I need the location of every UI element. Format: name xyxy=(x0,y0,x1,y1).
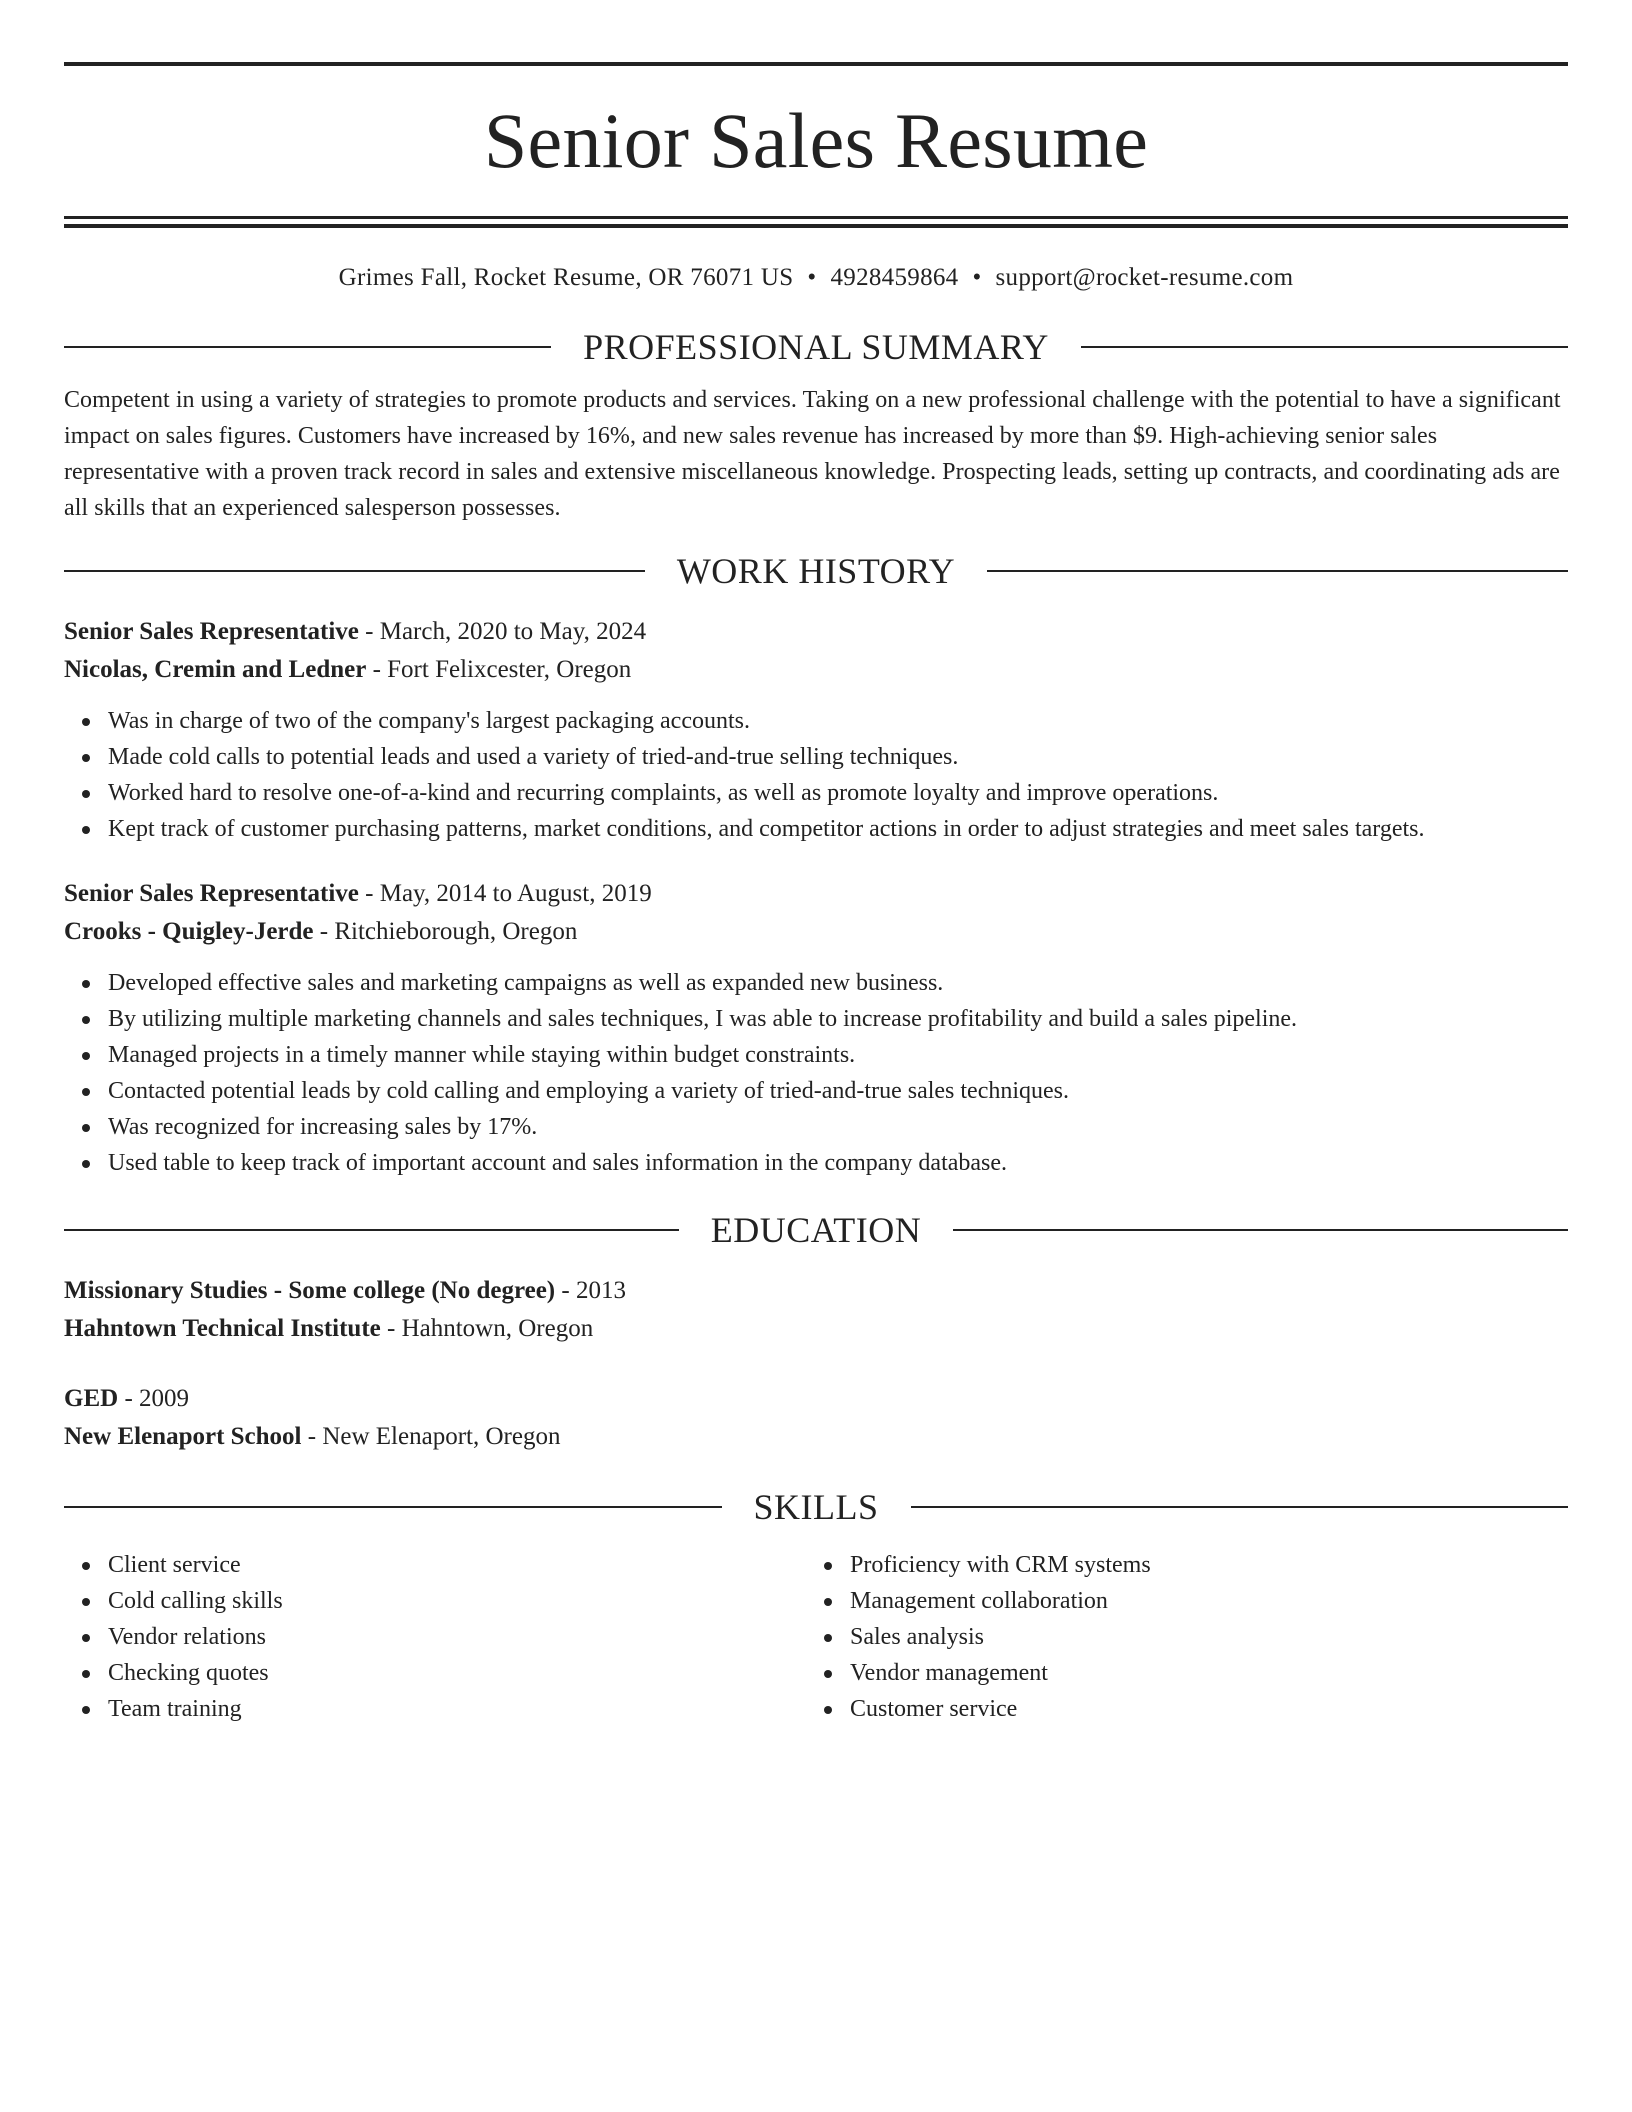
job-bullet: Developed effective sales and marketing campaigns as well as expanded new business. xyxy=(108,965,1568,1001)
skill-item: Proficiency with CRM systems xyxy=(850,1547,1548,1583)
heading-rule-left xyxy=(64,570,645,572)
job-bullets xyxy=(64,703,1568,847)
dash: - xyxy=(118,1385,140,1412)
skills-column-right xyxy=(806,1547,1548,1727)
job-title-line xyxy=(64,875,1568,913)
top-rule xyxy=(64,62,1568,66)
skill-item: Management collaboration xyxy=(850,1583,1548,1619)
section-title: EDUCATION xyxy=(710,1210,922,1250)
job-entry xyxy=(64,875,1568,1181)
section-heading-skills xyxy=(64,1485,1568,1529)
job-bullet: Kept track of customer purchasing patterns, market conditions, and competitor actions in order to adjust strategies and meet sales targets. xyxy=(108,811,1568,847)
school: New Elenaport School xyxy=(64,1423,302,1450)
section-heading-summary xyxy=(64,325,1568,369)
job-bullet: Was recognized for increasing sales by 17%. xyxy=(108,1109,1568,1145)
dash: - xyxy=(555,1277,576,1304)
heading-rule-left xyxy=(64,346,551,348)
job-bullets xyxy=(64,965,1568,1181)
heading-rule-right xyxy=(987,570,1568,572)
job-title: Senior Sales Representative xyxy=(64,618,359,645)
job-bullet: Was in charge of two of the company's largest packaging accounts. xyxy=(108,703,1568,739)
skill-item: Team training xyxy=(108,1691,806,1727)
section-title: WORK HISTORY xyxy=(676,551,956,591)
contact-line xyxy=(64,262,1568,294)
dash: - xyxy=(313,918,335,945)
school-location: Hahntown, Oregon xyxy=(401,1315,594,1342)
contact-address: Grimes Fall, Rocket Resume, OR 76071 US xyxy=(338,264,794,291)
job-location: Fort Felixcester, Oregon xyxy=(387,656,632,683)
resume-title: Senior Sales Resume xyxy=(483,97,1149,184)
skill-item: Cold calling skills xyxy=(108,1583,806,1619)
skill-item: Customer service xyxy=(850,1691,1548,1727)
dash: - xyxy=(358,880,380,907)
job-company-line xyxy=(64,651,1568,689)
degree-line xyxy=(64,1380,1568,1418)
skill-item: Vendor relations xyxy=(108,1619,806,1655)
degree-year: 2013 xyxy=(575,1277,626,1304)
degree-year: 2009 xyxy=(139,1385,190,1412)
contact-separator: • xyxy=(972,264,982,291)
job-title: Senior Sales Representative xyxy=(64,880,359,907)
school-line xyxy=(64,1310,1568,1348)
dash: - xyxy=(301,1423,323,1450)
contact-email[interactable]: support@rocket-resume.com xyxy=(995,264,1294,291)
degree: Missionary Studies - Some college (No degree) xyxy=(64,1277,556,1304)
education-entry xyxy=(64,1380,1568,1456)
job-bullet: Managed projects in a timely manner while staying within budget constraints. xyxy=(108,1037,1568,1073)
job-company-line xyxy=(64,913,1568,951)
job-dates: May, 2014 to August, 2019 xyxy=(379,880,652,907)
job-title-line xyxy=(64,613,1568,651)
section-heading-education xyxy=(64,1208,1568,1252)
skill-item: Checking quotes xyxy=(108,1655,806,1691)
job-bullet: Worked hard to resolve one-of-a-kind and recurring complaints, as well as promote loyalty and improve operations. xyxy=(108,775,1568,811)
heading-rule-right xyxy=(953,1229,1568,1231)
heading-rule-left xyxy=(64,1506,722,1508)
heading-rule-right xyxy=(1081,346,1568,348)
job-bullet: Used table to keep track of important account and sales information in the company database. xyxy=(108,1145,1568,1181)
dash: - xyxy=(358,618,380,645)
degree: GED xyxy=(64,1385,119,1412)
dash: - xyxy=(380,1315,402,1342)
skills-column-left xyxy=(64,1547,806,1727)
section-title: SKILLS xyxy=(753,1487,879,1527)
skills-grid xyxy=(64,1547,1568,1727)
job-bullet: Made cold calls to potential leads and used a variety of tried-and-true selling techniques. xyxy=(108,739,1568,775)
skill-item: Sales analysis xyxy=(850,1619,1548,1655)
school-line xyxy=(64,1418,1568,1456)
job-company: Crooks - Quigley-Jerde xyxy=(64,918,314,945)
skill-item: Vendor management xyxy=(850,1655,1548,1691)
job-bullet: Contacted potential leads by cold calling and employing a variety of tried-and-true sales techniques. xyxy=(108,1073,1568,1109)
education-entry xyxy=(64,1272,1568,1348)
contact-phone[interactable]: 4928459864 xyxy=(830,264,959,291)
job-location: Ritchieborough, Oregon xyxy=(334,918,578,945)
section-title: PROFESSIONAL SUMMARY xyxy=(583,327,1049,367)
job-entry xyxy=(64,613,1568,847)
heading-rule-left xyxy=(64,1229,679,1231)
school-location: New Elenaport, Oregon xyxy=(322,1423,561,1450)
section-heading-work xyxy=(64,549,1568,593)
summary-paragraph: Competent in using a variety of strategies to promote products and services. Taking on a new professional challenge with the potential to have a significant impact on sales figures. Customers have increased by 16%, and new sales revenue has increased by more than $9. High-achieving senior sales representative with a proven track record in sales and extensive miscellaneous knowledge. Prospecting leads, setting up contracts, and coordinating ads are all skills that an experienced salesperson possesses. xyxy=(64,387,1561,521)
degree-line xyxy=(64,1272,1568,1310)
contact-separator: • xyxy=(807,264,817,291)
skills-list xyxy=(806,1547,1548,1727)
title-double-rule xyxy=(64,216,1568,228)
heading-rule-right xyxy=(911,1506,1569,1508)
dash: - xyxy=(366,656,388,683)
school: Hahntown Technical Institute xyxy=(64,1315,381,1342)
job-dates: March, 2020 to May, 2024 xyxy=(379,618,647,645)
skill-item: Client service xyxy=(108,1547,806,1583)
skills-list xyxy=(64,1547,806,1727)
job-bullet: By utilizing multiple marketing channels and sales techniques, I was able to increase profitability and build a sales pipeline. xyxy=(108,1001,1568,1037)
job-company: Nicolas, Cremin and Ledner xyxy=(64,656,367,683)
